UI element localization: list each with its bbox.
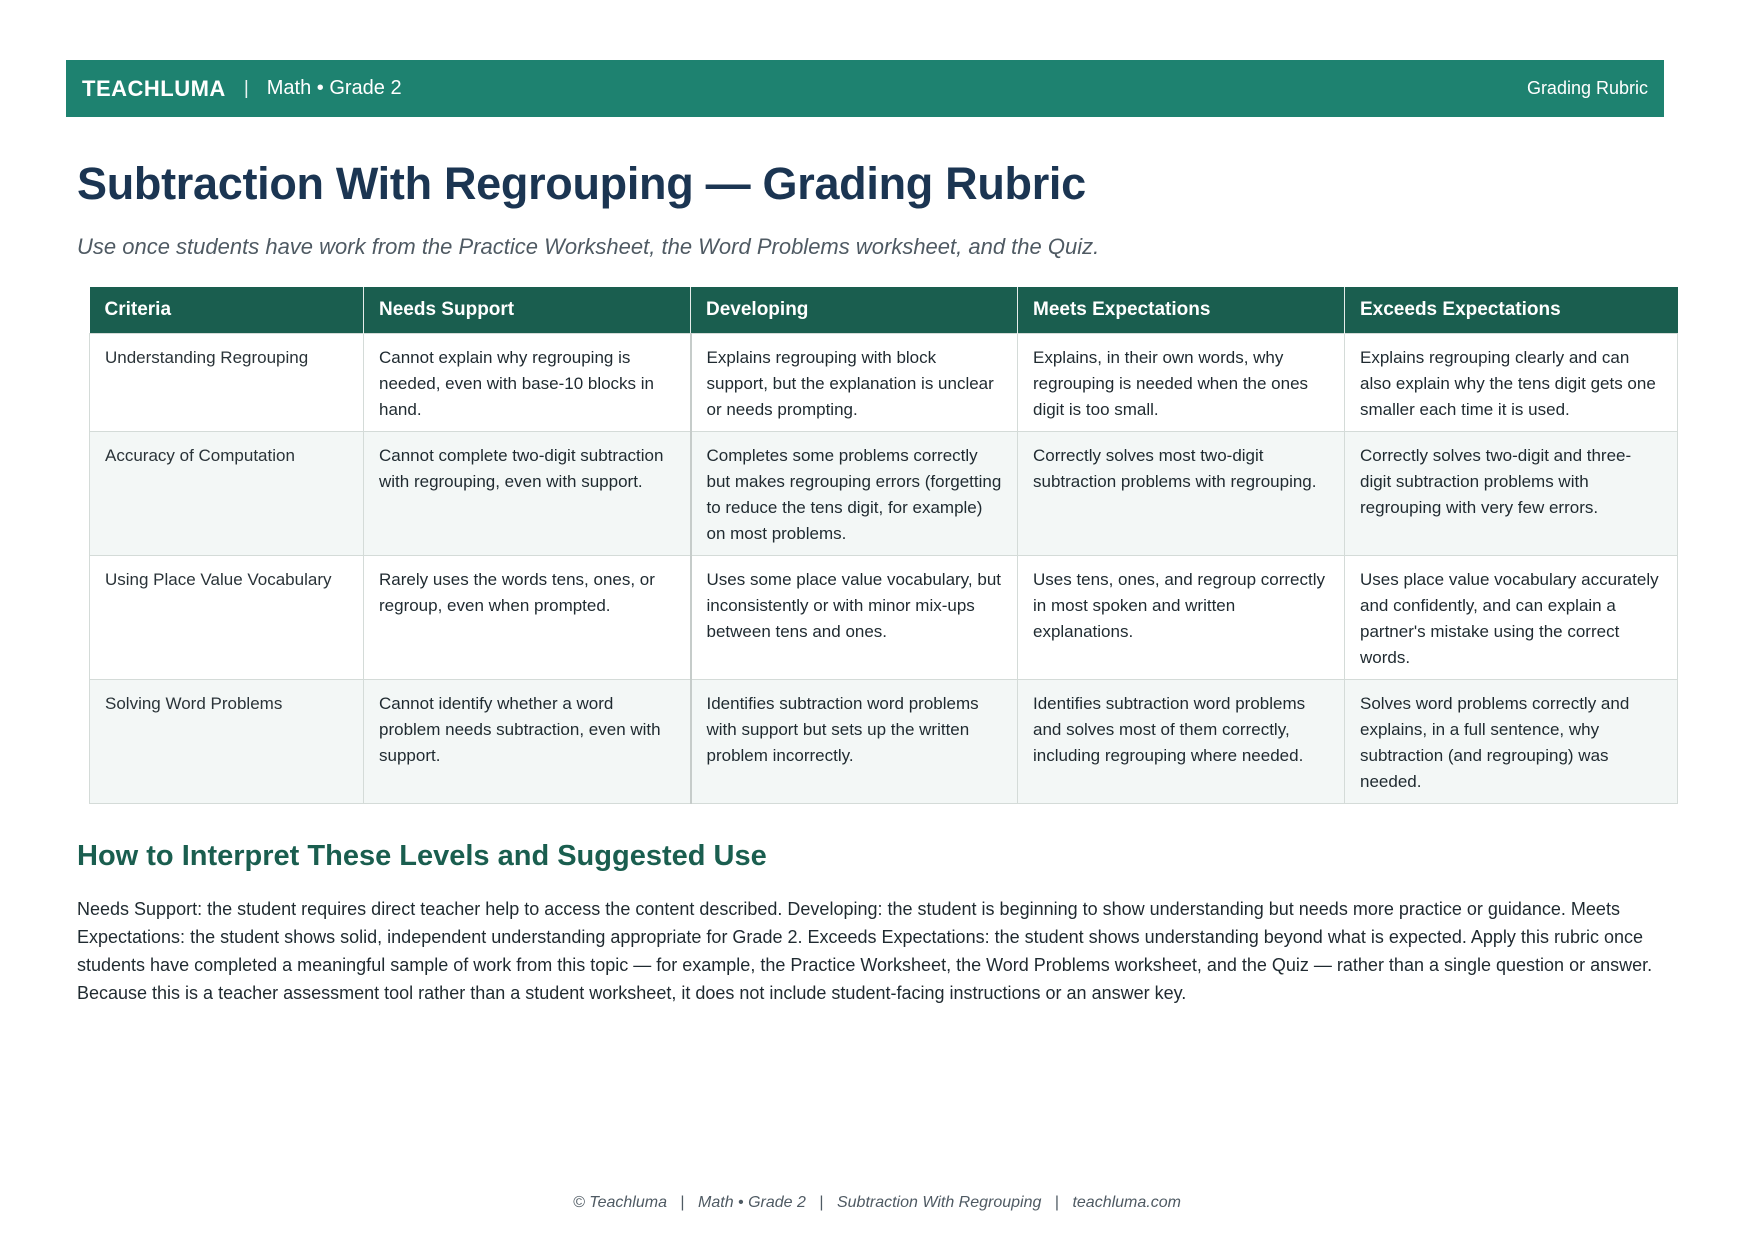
footer-copyright: © Teachluma bbox=[573, 1194, 667, 1211]
meets-expectations-cell: Explains, in their own words, why regrouping is needed when the ones digit is too small. bbox=[1018, 333, 1345, 431]
column-header-criteria: Criteria bbox=[90, 287, 364, 333]
page-subtitle: Use once students have work from the Practice Worksheet, the Word Problems worksheet, and the Quiz. bbox=[77, 234, 1100, 259]
footer-course: Math • Grade 2 bbox=[698, 1194, 806, 1211]
header-left-group bbox=[82, 76, 402, 102]
meets-expectations-cell: Correctly solves most two-digit subtraction problems with regrouping. bbox=[1018, 431, 1345, 555]
needs-support-cell: Rarely uses the words tens, ones, or regroup, even when prompted. bbox=[364, 555, 691, 679]
rubric-table bbox=[89, 287, 1678, 804]
criteria-cell: Using Place Value Vocabulary bbox=[90, 555, 364, 679]
interpretation-heading: How to Interpret These Levels and Suggested Use bbox=[77, 840, 767, 872]
criteria-cell: Accuracy of Computation bbox=[90, 431, 364, 555]
rubric-body bbox=[90, 333, 1678, 803]
table-row bbox=[90, 679, 1678, 803]
developing-cell: Uses some place value vocabulary, but inconsistently or with minor mix-ups between tens and ones. bbox=[691, 555, 1018, 679]
criteria-cell: Solving Word Problems bbox=[90, 679, 364, 803]
column-header-meets-expectations: Meets Expectations bbox=[1018, 287, 1345, 333]
meets-expectations-cell: Uses tens, ones, and regroup correctly in most spoken and written explanations. bbox=[1018, 555, 1345, 679]
table-row bbox=[90, 555, 1678, 679]
needs-support-cell: Cannot identify whether a word problem needs subtraction, even with support. bbox=[364, 679, 691, 803]
top-header-bar bbox=[66, 60, 1664, 117]
exceeds-expectations-cell: Explains regrouping clearly and can also explain why the tens digit gets one smaller each time it is used. bbox=[1345, 333, 1678, 431]
needs-support-cell: Cannot explain why regrouping is needed, even with base-10 blocks in hand. bbox=[364, 333, 691, 431]
footer-separator: | bbox=[1054, 1194, 1059, 1211]
page-footer bbox=[0, 1194, 1754, 1212]
exceeds-expectations-cell: Uses place value vocabulary accurately and confidently, and can explain a partner's mistake using the correct words. bbox=[1345, 555, 1678, 679]
header-separator: | bbox=[243, 77, 249, 99]
developing-cell: Identifies subtraction word problems with support but sets up the written problem incorrectly. bbox=[691, 679, 1018, 803]
footer-topic: Subtraction With Regrouping bbox=[836, 1194, 1042, 1211]
brand-logo-text: TEACHLUMA bbox=[82, 75, 226, 101]
column-header-exceeds-expectations: Exceeds Expectations bbox=[1345, 287, 1678, 333]
footer-separator: | bbox=[819, 1194, 824, 1211]
rubric-header-row bbox=[90, 287, 1678, 333]
table-row bbox=[90, 333, 1678, 431]
column-header-developing: Developing bbox=[691, 287, 1018, 333]
column-header-needs-support: Needs Support bbox=[364, 287, 691, 333]
needs-support-cell: Cannot complete two-digit subtraction with regrouping, even with support. bbox=[364, 431, 691, 555]
rubric-header bbox=[90, 287, 1678, 333]
table-row bbox=[90, 431, 1678, 555]
developing-cell: Explains regrouping with block support, but the explanation is unclear or needs prompting. bbox=[691, 333, 1018, 431]
criteria-cell: Understanding Regrouping bbox=[90, 333, 364, 431]
meets-expectations-cell: Identifies subtraction word problems and solves most of them correctly, including regrouping where needed. bbox=[1018, 679, 1345, 803]
footer-separator: | bbox=[680, 1194, 685, 1211]
exceeds-expectations-cell: Correctly solves two-digit and three-digit subtraction problems with regrouping with very few errors. bbox=[1345, 431, 1678, 555]
page-title: Subtraction With Regrouping — Grading Rubric bbox=[77, 158, 1086, 209]
footer-site-link[interactable]: teachluma.com bbox=[1072, 1194, 1181, 1211]
developing-cell: Completes some problems correctly but makes regrouping errors (forgetting to reduce the tens digit, for example) on most problems. bbox=[691, 431, 1018, 555]
exceeds-expectations-cell: Solves word problems correctly and explains, in a full sentence, why subtraction (and regrouping) was needed. bbox=[1345, 679, 1678, 803]
document-type-label: Grading Rubric bbox=[1526, 78, 1648, 98]
interpretation-body: Needs Support: the student requires direct teacher help to access the content described. Developing: the student is beginning to show understanding but needs more practice or guidance. Meets Expectations: the student shows solid, independent understanding appropriate for Grade 2. Exceeds Expectations: the student shows understanding beyond what is expected. Apply this rubric once students have completed a meaningful sample of work from this topic — for example, the Practice Worksheet, the Word Problems worksheet, and the Quiz — rather than a single question or answer. Because this is a teacher assessment tool rather than a student worksheet, it does not include student-facing instructions or an answer key. bbox=[77, 899, 1653, 1003]
course-label: Math • Grade 2 bbox=[266, 77, 402, 99]
